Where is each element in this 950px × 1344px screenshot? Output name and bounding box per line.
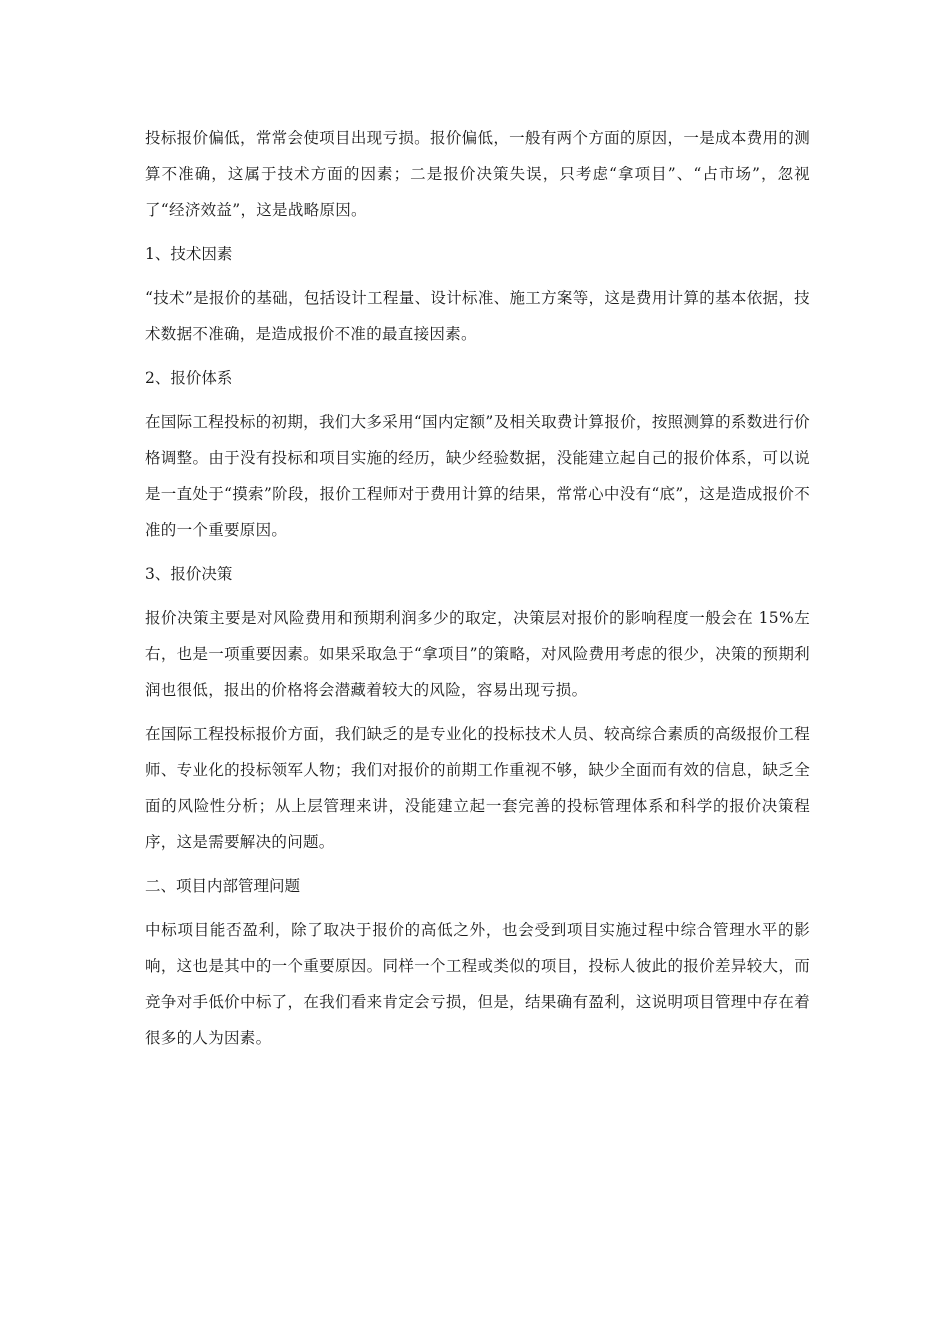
heading-pricing-system: 2、报价体系	[145, 369, 233, 387]
heading-technical-factors: 1、技术因素	[145, 245, 233, 263]
document-body	[145, 120, 810, 1056]
heading-internal-management: 二、项目内部管理问题	[145, 877, 301, 895]
paragraph-technical-factors: “技术”是报价的基础，包括设计工程量、设计标准、施工方案等，这是费用计算的基本依据，技术数据不准确，是造成报价不准的最直接因素。	[145, 289, 810, 343]
paragraph-talent-shortage: 在国际工程投标报价方面，我们缺乏的是专业化的投标技术人员、较高综合素质的高级报价工程师、专业化的投标领军人物；我们对报价的前期工作重视不够，缺少全面而有效的信息，缺乏全面的风险性分析；从上层管理来讲，没能建立起一套完善的投标管理体系和科学的报价决策程序，这是需要解决的问题。	[145, 725, 810, 851]
paragraph-pricing-decision: 报价决策主要是对风险费用和预期利润多少的取定，决策层对报价的影响程度一般会在 15%左右，也是一项重要因素。如果采取急于“拿项目”的策略，对风险费用考虑的很少，决策的预期利润也很低，报出的价格将会潜藏着较大的风险，容易出现亏损。	[145, 609, 810, 699]
heading-pricing-decision: 3、报价决策	[145, 565, 233, 583]
paragraph-pricing-system: 在国际工程投标的初期，我们大多采用“国内定额”及相关取费计算报价，按照测算的系数进行价格调整。由于没有投标和项目实施的经历，缺少经验数据，没能建立起自己的报价体系，可以说是一直处于“摸索”阶段，报价工程师对于费用计算的结果，常常心中没有“底”，这是造成报价不准的一个重要原因。	[145, 413, 810, 539]
paragraph-internal-management: 中标项目能否盈利，除了取决于报价的高低之外，也会受到项目实施过程中综合管理水平的影响，这也是其中的一个重要原因。同样一个工程或类似的项目，投标人彼此的报价差异较大，而竞争对手低价中标了，在我们看来肯定会亏损，但是，结果确有盈利，这说明项目管理中存在着很多的人为因素。	[145, 921, 810, 1047]
paragraph-intro: 投标报价偏低，常常会使项目出现亏损。报价偏低，一般有两个方面的原因，一是成本费用的测算不准确，这属于技术方面的因素；二是报价决策失误，只考虑“拿项目”、“占市场”，忽视了“经济效益”，这是战略原因。	[145, 129, 810, 219]
